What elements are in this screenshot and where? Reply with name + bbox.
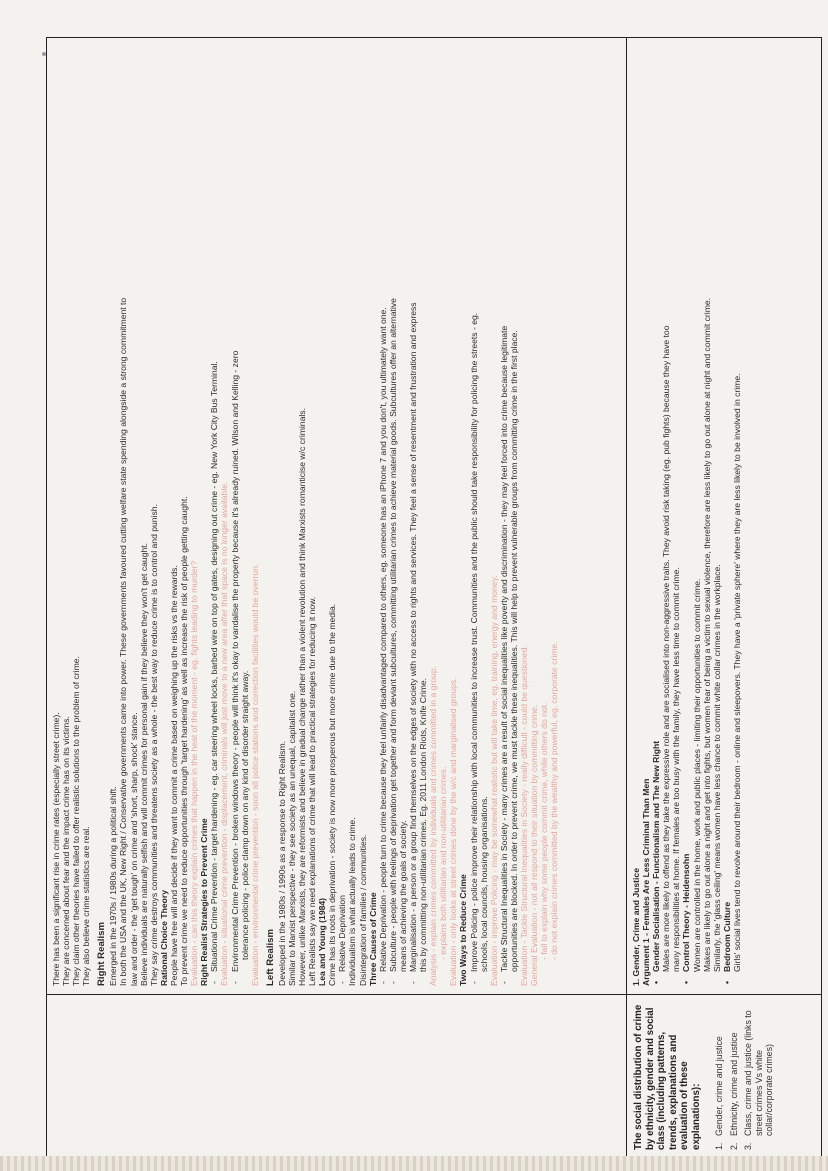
table-row-realism	[47, 38, 627, 1156]
text-line: opportunities are blocked. In order to prevent crime, we must tackle these inequalities. This will help to prevent vulnerable groups from committing crime in the first place.	[508, 330, 519, 972]
evaluation-line: Evaluation - situational crime prevention - displacement, criminals will just move to a new area after that space is no longer available.	[219, 481, 230, 986]
text-line: law and order - the 'get tough' on crime and 'short, sharp, shock' stance.	[128, 712, 139, 986]
list-item	[729, 1001, 740, 1150]
punch-mark	[42, 52, 46, 56]
list-number: 3.	[743, 1142, 753, 1150]
intro-line: They also believe crime statistics are real.	[81, 826, 92, 986]
evaluation-line: Evaluation - can this theory explain crimes that happen in the heat of the moment - eg. fights leading to murder?	[189, 560, 200, 986]
subheading: Two Ways to Reduce Crime	[458, 874, 469, 986]
text-line: Disintegration of families / communities.	[357, 834, 368, 986]
evaluation-line: Evaluation - Tackle Structural Inequalities in Society - really difficult - could be questioned.	[519, 645, 530, 986]
bullet-line: - Marginalisation - a person or a group find themselves on the edges of society with no access to rights and services. They feel a sense of resentment and frustration and express	[408, 46, 418, 986]
text-line: Crime has its roots in deprivation - society is now more prosperous but more crime due to the media.	[327, 603, 338, 986]
section-title: The social distribution of crime by ethnicity, gender and social class (including patterns, trends, explanations and evaluation of these explanations):	[633, 1004, 702, 1150]
realism-notes-cell	[47, 38, 626, 994]
evaluation-line: Evaluation - improve Policing - may be somewhat realistic but will take time, eg. training, energy and money.	[488, 575, 499, 986]
list-number: 1.	[714, 1142, 724, 1150]
text-line: To prevent crime we need to reduce opportunities through 'target hardening' as well as increase the risk of people getting caught.	[179, 496, 190, 986]
intro-line: They claim other theories have failed to offer realistic solutions to the problem of crime.	[71, 656, 82, 986]
topic-cell	[627, 994, 821, 1156]
evaluation-line: - do not explain crimes committed by the wealthy and powerful, eg. corporate crime.	[549, 641, 560, 960]
evaluation-line: - fail to explain why some people commit crime, while others do not.	[539, 702, 550, 960]
bullet-line: - Relative Deprivation - people turn to crime because they feel unfairly disadvantaged compared to others, eg. someone has an iPhone 7 and you don't, you ultimately want one.	[378, 46, 388, 986]
right-realism-heading: Right Realism	[96, 922, 108, 986]
text-line: They say crime destroys communities and threatens society as a whole - the best way to reduce crime is to control and punish.	[148, 504, 159, 986]
table-row-gender	[627, 38, 821, 1156]
gender-heading: 1. Gender, Crime and Justice	[631, 868, 641, 986]
text-line: means of achieving the goals of society.	[397, 820, 408, 972]
subheading: Three Causes of Crime	[367, 892, 378, 986]
text-line: many responsibilities at home. If females are too busy with the family, they have less time to commit crime.	[671, 567, 682, 972]
bullet-line: - Environmental Crime Prevention - broken windows theory - people will think it's okay to vandalise the property because it's already ruined. Wilson and Kelling - zero	[230, 46, 240, 986]
text-line: schools, local councils, housing organisations.	[478, 796, 489, 972]
text-line: Individualism is what actually leads to crime.	[347, 817, 358, 986]
bullet-line: - Improve Policing - police improve their relationship with local communities to increase trust. Communities and the public should take responsibility for policing the streets - eg.	[469, 46, 479, 986]
text-line: In both the USA and the UK, New Right / Conservative governments came into power. These governments favoured cutting welfare state spending alongside a strong commitment to	[118, 297, 129, 986]
text-line: People have free will and decide if they want to commit a crime based on weighing up the risks vs the rewards.	[168, 565, 179, 986]
list-text: Class, crime and justice (links to street crimes Vs white collar/corporate crimes)	[743, 1010, 774, 1136]
subheading: Right Realist Strategies to Prevent Crime	[199, 818, 210, 986]
list-number: 2.	[728, 1142, 739, 1150]
text-line: Makes are likely to go out alone a night and get into fights, but women fear of being a victim to sexual violence, therefore are less likely to go out alone at night and commit crime.	[701, 297, 712, 972]
bullet-subheading: • Bedroom Culture	[722, 46, 732, 986]
text-line: tolerance policing - police clamp down on any kind of disorder straight away.	[239, 670, 250, 960]
binding-edge	[0, 1156, 828, 1171]
analysis-line: Analysis - explain crimes committed by individuals and crimes committed in a group.	[428, 665, 439, 986]
evaluation-line: Evaluation - environmental crime prevention - soon all police stations and correction facilities would be overrun.	[249, 563, 260, 986]
list-text: Ethnicity, crime and justice	[728, 1032, 739, 1136]
gender-notes-cell	[627, 38, 821, 994]
list-text: Gender, crime and justice	[714, 1036, 724, 1136]
text-line: this by committing non-utilitarian crimes. Eg. 2011 London Riots, Knife Crime.	[418, 677, 429, 972]
text-line: Similarly, the 'glass ceiling' means women have less chance to commit white collar crimes in the workplace.	[711, 564, 722, 972]
list-item	[743, 1001, 775, 1150]
evaluation-line: Evaluation - only looks at street crimes done by the w/c and marginalised groups.	[448, 677, 459, 986]
text-line: Girls' social lives tend to revolve around their bedroom - online and sleepovers. They have a 'private sphere' where they are less likely to be involved in crime.	[731, 373, 742, 972]
bullet-subheading: • Gender Socialisation - Functionalism and The New Right	[651, 46, 661, 986]
list-item	[714, 1001, 725, 1150]
subheading: Lea and Young (1984)	[317, 897, 328, 986]
left-realism-heading: Left Realism	[264, 928, 276, 986]
intro-line: There has been a significant rise in crime rates (especially street crime).	[51, 712, 61, 986]
text-line: However, unlike Marxists, they are reformists and believe in gradual change rather than a violent revolution and think Marxists romanticise w/c criminals.	[296, 408, 307, 986]
evaluation-line: General Evaluation - not all respond to their situation by committing crime.	[529, 704, 540, 986]
subheading: Rational Choice Theory	[158, 890, 169, 986]
text-line: Women are controlled in the home, work and public places - limiting their opportunities to commit crime.	[691, 578, 702, 972]
argument-heading: Argument 1 - Females Are Less Criminal Than Men	[641, 778, 652, 986]
text-line: Developed in the 1980s / 1990s as a response to Right Realism.	[276, 740, 287, 986]
notes-table	[46, 37, 822, 1157]
text-line: Left Realists say we need explanations of crime that will lead to practical strategies for reducing it now.	[307, 596, 318, 986]
text-line: Similar to Marxist perspective - they see society as an unequal, capitalist one.	[286, 690, 297, 986]
bullet-line: - Situational Crime Prevention - target hardening - eg. car steering wheel locks, barbed wire on top of gates, designing out crime - eg. New York City Bus Terminal.	[209, 46, 219, 986]
text-line: Males are more likely to offend as they take the expressive role and are socialised into non-aggressive traits. They avoid risk taking (eg. pub fights) because they have too	[661, 325, 672, 972]
bullet-subheading: • Control Theory - Heidensohn	[681, 46, 691, 986]
text-line: Emerged in the 1970s / 1980s during a political shift.	[108, 786, 119, 986]
text-line: Believe individuals are naturally selfish and will commit crimes for personal gain if they believe they won't get caught.	[138, 542, 149, 986]
intro-line: They are concerned about fear and the impact crime has on its victims.	[61, 716, 72, 986]
bullet-line: - Subculture - people with feelings of deprivation get together and form deviant subcultures, committing utilitarian crimes to achieve material goods. Subcultures offer an alternative	[388, 46, 398, 986]
analysis-line: - explains both utilitarian and non-utilitarian crimes.	[438, 766, 449, 960]
topic-cell-empty	[47, 994, 626, 1156]
bullet-line: - Relative Deprivation	[337, 46, 347, 986]
bullet-line: - Tackle Structural Inequalities in Society - many crimes are a result of social inequalities like poverty and discrimination - they may feel forced into crime because legitimate	[499, 46, 509, 986]
